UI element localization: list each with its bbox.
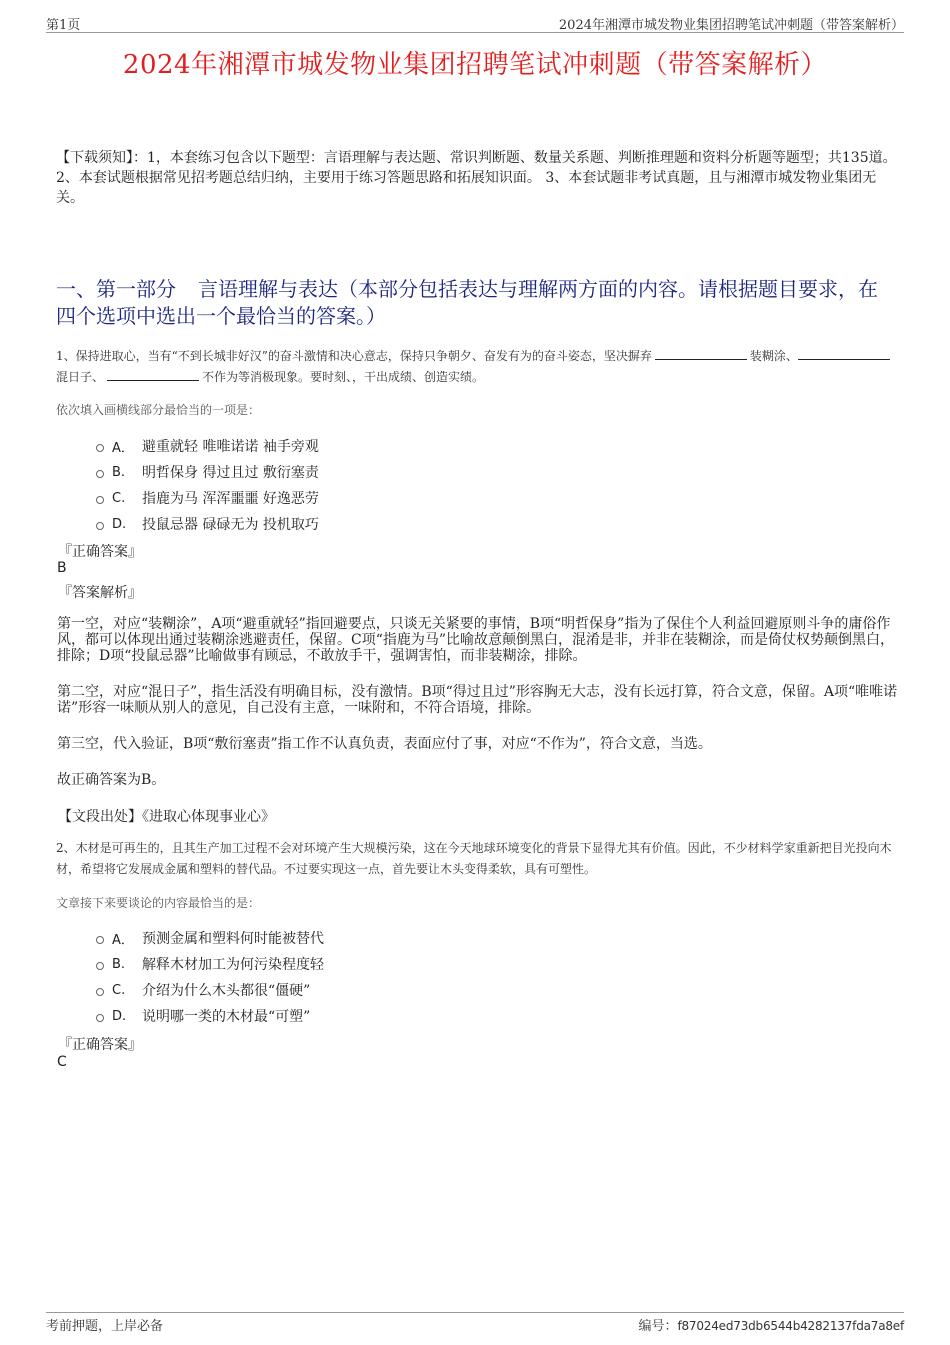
analysis-paragraph: 第二空，对应“混日子”，指生活没有明确目标，没有激情。B项“得过且过”形容胸无大志，没有长远打算，符合文意，保留。A项“唯唯诺诺”形容一味顺从别人的意见，自己没有主意，一味附和，不符合语境，排除。 [57, 684, 898, 716]
option-c[interactable]: C. 指鹿为马 浑浑噩噩 好逸恶劳 [96, 485, 319, 511]
radio-button[interactable] [96, 522, 104, 530]
correct-answer-label: 『正确答案』 [58, 544, 142, 560]
question-2-text: 2、木材是可再生的，且其生产加工过程不会对环境产生大规模污染，这在今天地球环境变化的背景下显得尤其有价值。因此，不少材料学家重新把目光投向木材，希望将它发展成金属和塑料的替代品。不过要实现这一点，首先要让木头变得柔软，具有可塑性。 [56, 841, 892, 876]
section-number: 一、第一部分 [56, 277, 176, 301]
radio-button[interactable] [96, 496, 104, 504]
analysis-label: 『答案解析』 [58, 585, 142, 601]
correct-answer: C [57, 1054, 67, 1070]
document-code: 编号：f87024ed73db6544b4282137fda7a8ef [638, 1319, 904, 1334]
question-1-prompt: 依次填入画横线部分最恰当的一项是： [56, 403, 261, 417]
radio-button[interactable] [96, 936, 104, 944]
page-footer [46, 1312, 904, 1333]
analysis-paragraph: 第一空，对应“装糊涂”，A项“避重就轻”指回避要点，只谈无关紧要的事情，B项“明哲保身”指为了保住个人利益回避原则斗争的庸俗作风，都可以体现出通过装糊涂逃避责任，保留。C项“指鹿为马”比喻故意颠倒黑白，混淆是非，并非在装糊涂，而是倚仗权势颠倒黑白，排除；D项“投鼠忌器”比喻做事有顾忌，不敢放手干，强调害怕，而非装糊涂，排除。 [57, 616, 895, 664]
analysis-paragraph: 第三空，代入验证，B项“敷衍塞责”指工作不认真负责，表面应付了事，对应“不作为”，符合文意，当选。 [57, 736, 712, 752]
radio-button[interactable] [96, 470, 104, 478]
radio-button[interactable] [96, 988, 104, 996]
download-notice: 【下载须知】：1，本套练习包含以下题型：言语理解与表达题、常识判断题、数量关系题、判断推理题和资料分析题等题型；共135道。 2、本套试题根据常见招考题总结归纳，主要用于练习答题思路和拓展知识面。 3、本套试题非考试真题，且与湘潭市城发物业集团无关。 [56, 150, 897, 206]
radio-button[interactable] [96, 444, 104, 452]
answer-analysis [57, 616, 898, 808]
radio-button[interactable] [96, 962, 104, 970]
section-heading [56, 276, 894, 330]
analysis-paragraph: 故正确答案为B。 [57, 772, 166, 788]
fill-blank [798, 347, 890, 360]
header-doc-title: 2024年湘潭市城发物业集团招聘笔试冲刺题（带答案解析） [558, 18, 904, 33]
option-d[interactable]: D. 说明哪一类的木材最“可塑” [96, 1003, 324, 1029]
question-1-options [96, 433, 319, 537]
option-b[interactable]: B. 明哲保身 得过且过 敷衍塞责 [96, 459, 319, 485]
option-d[interactable]: D. 投鼠忌器 碌碌无为 投机取巧 [96, 511, 319, 537]
page-number: 第1页 [46, 18, 81, 33]
page-title: 2024年湘潭市城发物业集团招聘笔试冲刺题（带答案解析） [122, 50, 828, 80]
question-2-prompt: 文章接下来要谈论的内容最恰当的是： [56, 896, 261, 910]
page-header [46, 12, 904, 33]
question-2-options [96, 925, 324, 1029]
fill-blank [655, 347, 747, 360]
option-a[interactable]: A． 预测金属和塑料何时能被替代 [96, 925, 324, 951]
fill-blank [107, 368, 199, 381]
question-1-text: 1、保持进取心，当有“不到长城非好汉”的奋斗激情和决心意志，保持只争朝夕、奋发有为的奋斗姿态，坚决摒弃 装糊涂、混日子、 不作为等消极现象。要时刻、，干出成绩、创造实绩。 [56, 346, 900, 388]
correct-answer-label: 『正确答案』 [58, 1037, 142, 1053]
option-b[interactable]: B. 解释木材加工为何污染程度轻 [96, 951, 324, 977]
option-c[interactable]: C. 介绍为什么木头都很“僵硬” [96, 977, 324, 1003]
radio-button[interactable] [96, 1014, 104, 1022]
correct-answer: B [57, 560, 67, 576]
option-a[interactable]: A． 避重就轻 唯唯诺诺 袖手旁观 [96, 433, 319, 459]
footer-slogan: 考前押题，上岸必备 [46, 1319, 164, 1334]
passage-source: 【文段出处】《进取心体现事业心》 [58, 809, 275, 825]
section-title: 言语理解与表达（本部分包括表达与理解两方面的内容。请根据题目要求，在四个选项中选出一个最恰当的答案。） [56, 277, 878, 328]
